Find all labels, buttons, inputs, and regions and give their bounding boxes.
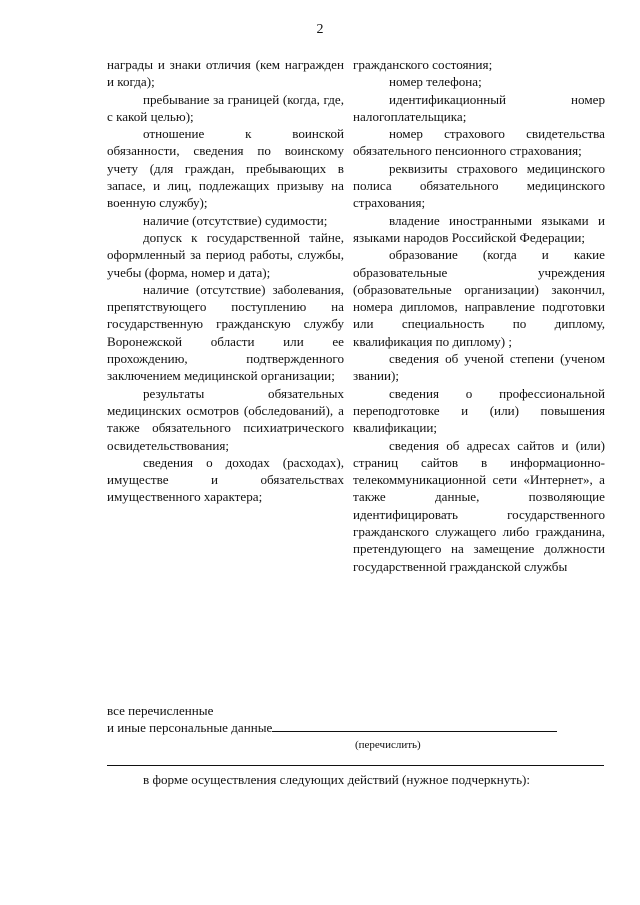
other-data-row <box>107 719 607 736</box>
paragraph-criminal-record: наличие (отсутствие) судимости; <box>143 212 328 228</box>
paragraph-websites: сведения об адресах сайтов и (или) страниц сайтов в информационно-телекоммуникационной сети «Интернет», а также данные, позволяющие идентифицировать государственного гражданского служащего либо гражданина, претендующего на замещение должности государственной гражданской службы <box>353 437 605 574</box>
paragraph-civil-status: гражданского состояния; <box>353 57 493 72</box>
full-width-blank-line[interactable] <box>107 765 604 766</box>
paragraph-retraining: сведения о профессиональной переподготовке и (или) повышения квалификации; <box>353 385 605 436</box>
paragraph-abroad: пребывание за границей (когда, где, с какой целью); <box>107 91 344 124</box>
all-listed-label: все перечисленные <box>107 703 214 718</box>
other-data-blank-field[interactable] <box>272 719 557 732</box>
page-number: 2 <box>316 22 324 37</box>
paragraph-disease: наличие (отсутствие) заболевания, препятствующего поступлению на государственную гражданскую службу Воронежской области или ее прохождению, подтвержденного заключением медицинской организации; <box>107 281 344 384</box>
paragraph-education: образование (когда и какие образовательные учреждения (образовательные организации) закончил, номера дипломов, направление подготовки или специальность по диплому, квалификация по диплому) ; <box>353 247 605 349</box>
paragraph-degree: сведения об ученой степени (ученом звании); <box>353 351 605 384</box>
left-column <box>107 56 344 506</box>
right-column <box>353 56 605 575</box>
paragraph-inn: идентификационный номер налогоплательщика; <box>353 91 605 124</box>
paragraph-state-secret: допуск к государственной тайне, оформленный за период работы, службы, учебы (форма, номер и дата); <box>107 229 344 280</box>
paragraph-medical-exams: результаты обязательных медицинских осмотров (обследований), а также обязательного психиатрического освидетельствования; <box>107 385 344 453</box>
paragraph-medical-policy: реквизиты страхового медицинского полиса обязательного медицинского страхования; <box>353 160 605 211</box>
blank-caption: (перечислить) <box>355 739 421 751</box>
other-data-label: и иные персональные данные <box>107 720 273 735</box>
paragraph-awards: награды и знаки отличия (кем награжден и когда); <box>107 57 344 90</box>
paragraph-military: отношение к воинской обязанности, сведения по воинскому учету (для граждан, пребывающих в запасе, и лиц, подлежащих призыву на военную службу); <box>107 126 344 211</box>
actions-prompt: в форме осуществления следующих действий (нужное подчеркнуть): <box>143 772 531 787</box>
paragraph-languages: владение иностранными языками и языками народов Российской Федерации; <box>353 212 605 245</box>
paragraph-phone: номер телефона; <box>389 74 482 90</box>
paragraph-pension-insurance: номер страхового свидетельства обязательного пенсионного страхования; <box>353 126 605 159</box>
paragraph-income: сведения о доходах (расходах), имуществе и обязательствах имущественного характера; <box>107 454 344 505</box>
